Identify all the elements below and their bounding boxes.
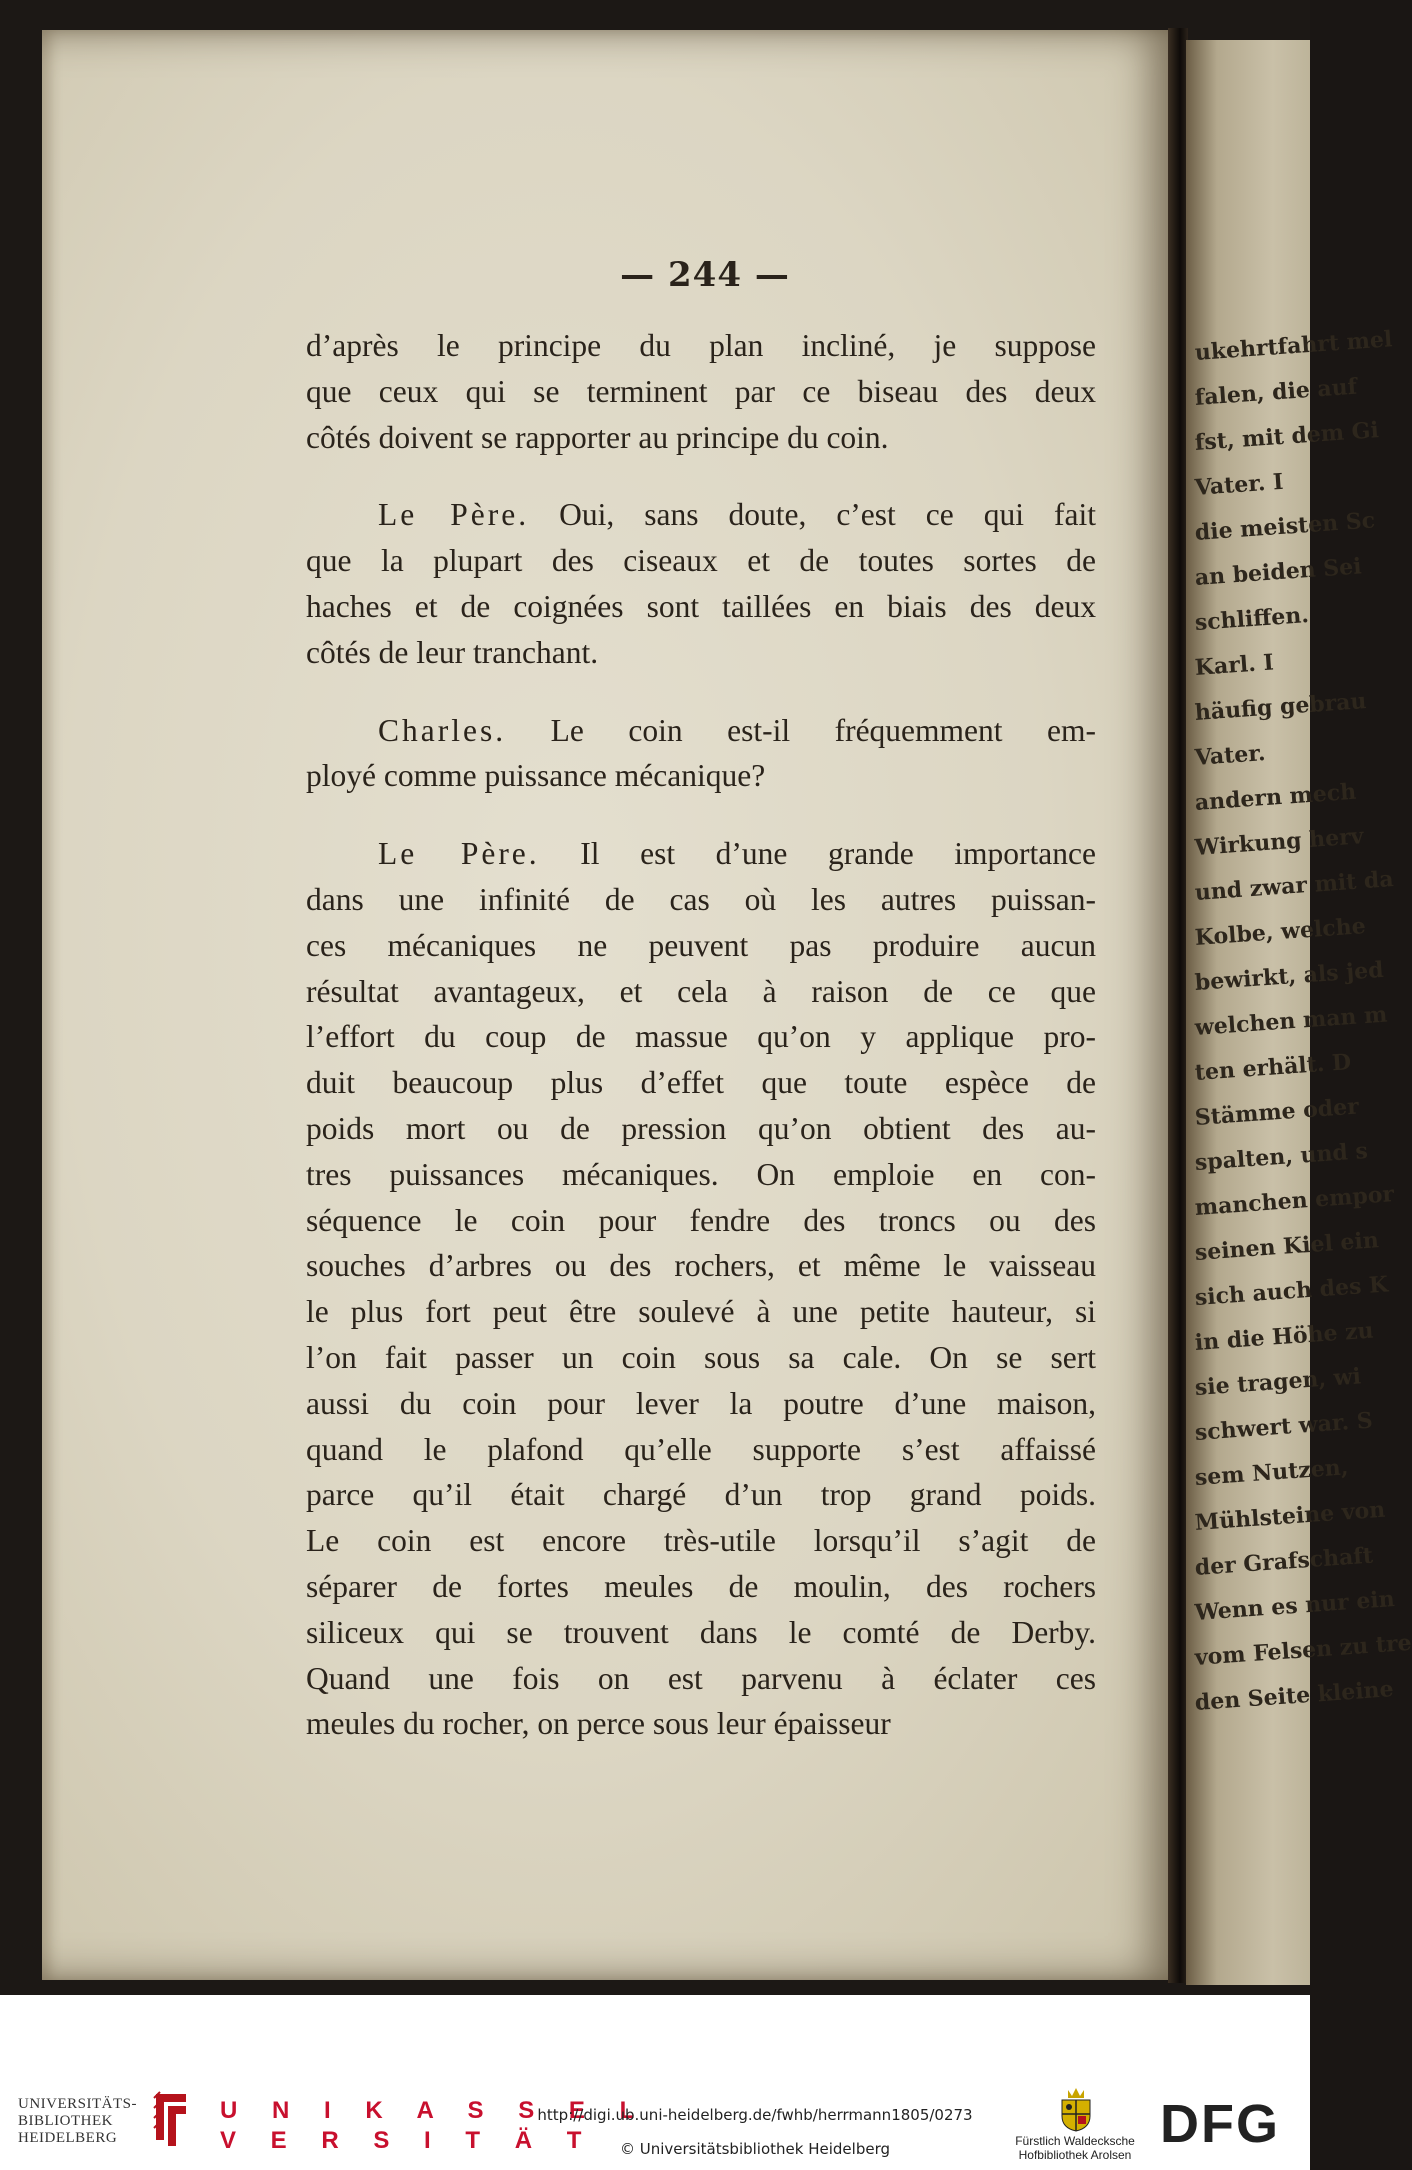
facing-page-fragment: Kolbe, welche [1194,913,1367,951]
text-line: aussi du coin pour lever la poutre d’une maison, [306,1385,1096,1421]
text-line: Le coin est encore très-utile lorsqu’il s’agit de [306,1523,1096,1559]
facing-page-edge [1186,40,1412,1985]
text-line: résultat avantageux, et cela à raison de ce que [306,973,1096,1009]
copyright-text: © Universitätsbibliothek Heidelberg [619,2140,890,2158]
facing-page-fragment: sie tragen, wi [1194,1363,1362,1401]
facing-page-fragment: seinen Kiel ein [1194,1227,1380,1266]
page-number: — 244 — [620,255,790,295]
text-line: parce qu’il était chargé d’un trop grand poids. [306,1477,1096,1513]
text-line: Quand une fois on est parvenu à éclater ces [306,1660,1096,1696]
text-line: ces mécaniques ne peuvent pas produire aucun [306,927,1096,963]
text-line: meules du rocher, on perce sous leur épaisseur [306,1706,891,1742]
facing-page-fragment: die meisten Sc [1194,507,1376,546]
facing-page-fragment: vom Felsen zu tre [1194,1629,1412,1671]
line-text: Oui, sans doute, c’est ce qui fait [529,497,1096,533]
speaker-name: Charles. [378,712,507,748]
text-line: poids mort ou de pression qu’on obtient des au- [306,1110,1096,1146]
facing-page-fragment: Wirkung herv [1194,823,1365,861]
facing-page-fragment: der Grafschaft [1194,1542,1374,1581]
facing-page-fragment: Wenn es nur ein [1194,1586,1396,1626]
text-line: ployé comme puissance mécanique? [306,758,766,794]
text-line: l’on fait passer un coin sous sa cale. On se sert [306,1339,1096,1375]
facing-page-fragment: an beiden Sei [1194,553,1363,591]
facing-page-fragment: sem Nutzen, [1194,1454,1350,1491]
text-line: côtés doivent se rapporter au principe du coin. [306,419,889,455]
uni-heidelberg-line: HEIDELBERG [18,2130,118,2146]
waldeck-crest-icon [1058,2086,1094,2132]
facing-page-fragment: falen, die auf [1194,373,1358,411]
permalink-url[interactable]: http://digi.ub.uni-heidelberg.de/fwhb/herrmann1805/0273 [537,2106,973,2124]
facing-page-fragment: ten erhält. D [1194,1049,1353,1086]
facing-page-fragment: ukehrtfahrt mel [1194,326,1394,366]
arolsen-library-text [1000,2134,1150,2162]
page-text [306,323,1096,1747]
facing-page-fragment: andern mech [1194,778,1357,816]
text-line: d’après le principe du plan incliné, je suppose [306,328,1096,363]
kassel-line-1: U N I K A S S E L [220,2097,649,2124]
line-text: Le coin est-il fréquemment em- [506,712,1096,748]
facing-page-fragment: Stämme oder [1194,1093,1360,1131]
text-line: que ceux qui se terminent par ce biseau des deux [306,373,1096,409]
text-line: l’effort du coup de massue qu’on y applique pro- [306,1019,1096,1055]
facing-page-fragment: welchen man m [1194,1001,1389,1041]
kassel-line-2: V E R S I T Ä T [220,2127,596,2154]
text-line [306,831,1096,877]
text-line: siliceux qui se trouvent dans le comté de Derby. [306,1614,1096,1650]
speaker-name: Le Père. [378,497,530,533]
text-line: quand le plafond qu’elle supporte s’est affaissé [306,1431,1096,1467]
facing-page-fragment: schwert war. S [1194,1407,1374,1446]
facing-page-fragment: Karl. I [1194,649,1275,681]
text-line [306,708,1096,754]
text-line: haches et de coignées sont taillées en biais des deux [306,588,1096,624]
facing-page-fragment: fst, mit dem Gi [1194,417,1380,456]
facing-page-fragment: in die Höhe zu [1194,1317,1375,1356]
paragraph-gap [306,460,1096,492]
book-gutter [1168,28,1188,1983]
text-line: dans une infinité de cas où les autres puissan- [306,881,1096,917]
uni-heidelberg-logo-text[interactable] [18,2096,148,2147]
text-line: tres puissances mécaniques. On emploie en con- [306,1156,1096,1192]
text-line: souches d’arbres ou des rochers, et même le vaisseau [306,1248,1096,1284]
text-line: duit beaucoup plus d’effet que toute espèce de [306,1065,1096,1101]
facing-page-fragment: bewirkt, als jed [1194,956,1385,996]
arolsen-line: Fürstlich Waldecksche [1015,2134,1135,2148]
line-text: Il est d’une grande importance [539,836,1096,872]
text-line: séquence le coin pour fendre des troncs ou des [306,1202,1096,1238]
text-line: que la plupart des ciseaux et de toutes sortes de [306,543,1096,579]
text-line: séparer de fortes meules de moulin, des rochers [306,1568,1096,1604]
text-line: côtés de leur tranchant. [306,634,599,670]
paragraph-gap [306,799,1096,831]
uni-heidelberg-line: UNIVERSITÄTS- [18,2096,137,2112]
text-line: le plus fort peut être soulevé à une petite hauteur, si [306,1294,1096,1330]
facing-page-fragment: Vater. [1194,740,1267,771]
facing-page-fragment: Vater. I [1194,468,1285,501]
dfg-logo[interactable]: DFG [1160,2094,1280,2154]
facing-page-fragment: schliffen. [1194,602,1310,636]
uni-heidelberg-line: BIBLIOTHEK [18,2113,113,2129]
speaker-name: Le Père. [378,836,540,872]
facing-page-fragment: häufig gebrau [1194,688,1368,726]
facing-page-fragment: Mühlsteine von [1194,1496,1387,1536]
facing-page-fragment: manchen empor [1194,1181,1395,1221]
text-line [306,492,1096,538]
facing-page-fragment: sich auch des K [1194,1271,1389,1311]
heidelberg-emblem-icon [146,2088,194,2148]
paragraph-gap [306,676,1096,708]
facing-page-fragment: spalten, und s [1194,1137,1369,1176]
facing-page-fragment: und zwar mit da [1194,866,1395,906]
facing-page-fragment: den Seite kleine [1194,1676,1395,1716]
arolsen-line: Hofbibliothek Arolsen [1018,2148,1132,2162]
